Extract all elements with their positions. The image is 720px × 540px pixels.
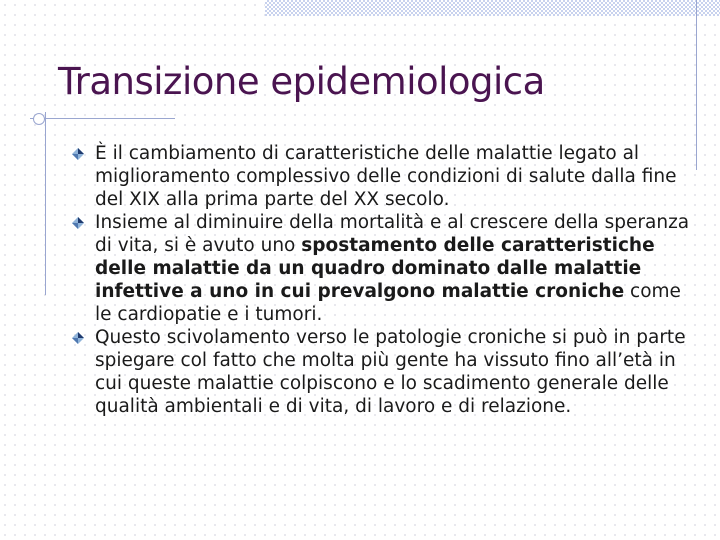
rule-circle-ornament — [33, 113, 45, 125]
bullet-item — [95, 211, 695, 326]
bullet-text-bold: spostamento delle caratteristiche delle malattie da un quadro dominato dalle malattie infettive a uno in cui prevalgono malattie croniche — [95, 235, 655, 302]
top-decorative-band — [265, 0, 720, 16]
bullet-text — [95, 212, 689, 325]
bullet-text: Questo scivolamento verso le patologie croniche si può in parte spiegare col fatto che molta più gente ha vissuto fino all’età in cui queste malattie colpiscono e lo scadimento generale delle qualità ambientali e di vita, di lavoro e di relazione. — [95, 327, 686, 417]
right-vertical-rule — [696, 0, 697, 170]
slide-title: Transizione epidemiologica — [58, 60, 545, 103]
bullet-text-plain: come le cardiopatie e i tumori. — [95, 281, 681, 325]
diamond-bullet-icon — [72, 148, 84, 160]
diamond-bullet-icon — [72, 332, 84, 344]
bullet-text-plain: Insieme al diminuire della mortalità e al crescere della speranza di vita, si è avuto uno — [95, 212, 690, 256]
title-underline-rule — [30, 118, 175, 119]
diamond-bullet-icon — [72, 217, 84, 229]
bullet-item — [95, 142, 695, 211]
bullet-text: È il cambiamento di caratteristiche delle malattie legato al miglioramento complessivo delle condizioni di salute dalla fine del XIX alla prima parte del XX secolo. — [95, 143, 677, 210]
left-vertical-rule — [45, 112, 46, 295]
bullet-list — [95, 142, 695, 418]
bullet-item — [95, 326, 695, 418]
